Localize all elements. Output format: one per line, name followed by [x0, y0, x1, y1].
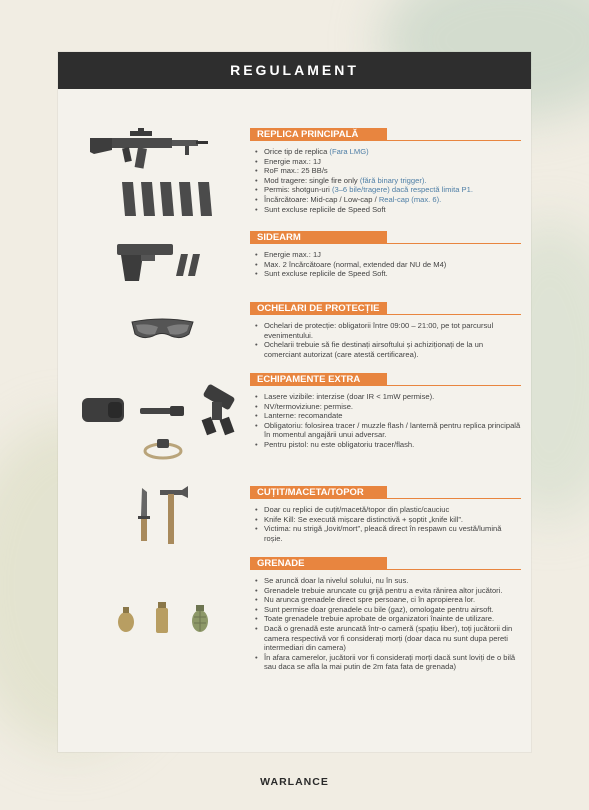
list-item: • Sunt excluse replicile de Speed Soft	[264, 205, 521, 215]
list-item: • Lanterne: recomandate	[264, 411, 521, 421]
rifle-icon	[90, 128, 210, 173]
grenade-round-icon	[117, 605, 135, 633]
goggles-icon	[130, 318, 195, 342]
rules-list	[250, 321, 521, 359]
list-item: • Sunt excluse replicile de Speed Soft.	[264, 269, 521, 279]
list-item: • Dacă o grenadă este aruncată într-o cameră (spațiu liber), toți jucătorii din camera respectivă vor fi considerați morți (doar daca nu sunt dupa pereti intermediari din camera)	[264, 624, 521, 653]
section-replica-principala	[250, 128, 521, 214]
section-header: GRENADE	[250, 557, 387, 570]
list-item: • Energie max.: 1J	[264, 157, 521, 167]
section-echipamente-extra	[250, 373, 521, 450]
list-item: • Victima: nu strigă „lovit/mort”, pleacă direct în respawn cu vestă/lumină roșie.	[264, 524, 521, 543]
list-item: • Doar cu replici de cuțit/macetă/topor din plastic/cauciuc	[264, 505, 521, 515]
section-header: REPLICA PRINCIPALĂ	[250, 128, 387, 141]
list-item: • Se aruncă doar la nivelul solului, nu în sus.	[264, 576, 521, 586]
night-vision-mount-icon	[200, 388, 240, 436]
list-item: • Sunt permise doar grenadele cu bile (gaz), omologate pentru airsoft.	[264, 605, 521, 615]
section-header: OCHELARI DE PROTECȚIE	[250, 302, 387, 315]
section-cutit	[250, 486, 521, 543]
list-item: • În afara camerelor, jucătorii vor fi considerați morți dacă sunt loviți de o bilă sau daca se afla la mai putin de 2m fata fata de grenada)	[264, 653, 521, 672]
page-title: REGULAMENT	[58, 52, 531, 89]
list-item: • Obligatoriu: folosirea tracer / muzzle flash / lanternă pentru replica principală în momentul angajării unui adversar.	[264, 421, 521, 440]
magazines-icon	[120, 180, 220, 218]
pistol-icon	[115, 242, 215, 282]
rules-list	[250, 392, 521, 450]
list-item: • RoF max.: 25 BB/s	[264, 166, 521, 176]
rules-list	[250, 250, 521, 279]
axe-icon	[158, 486, 190, 546]
list-item: • Ochelarii trebuie să fie destinați airsoftului și achiziționați de la un comerciant autorizat (care atestă certificarea).	[264, 340, 521, 359]
list-item: • Toate grenadele trebuie aprobate de organizatori înainte de utilizare.	[264, 614, 521, 624]
section-sidearm	[250, 231, 521, 279]
grenade-frag-icon	[190, 603, 210, 633]
list-item: • Permis: shotgun-uri (3–6 bile/tragere) dacă respectă limita P1.	[264, 185, 521, 195]
section-ochelari	[250, 302, 521, 359]
list-item: • Mod tragere: single fire only (fără binary trigger).	[264, 176, 521, 186]
headlamp-icon	[143, 438, 183, 460]
section-header: SIDEARM	[250, 231, 387, 244]
list-item: • Max. 2 încărcătoare (normal, extended dar NU de M4)	[264, 260, 521, 270]
flashlight-icon	[140, 405, 185, 417]
list-item: • Lasere vizibile: interzise (doar IR < 1mW permise).	[264, 392, 521, 402]
list-item: • Nu arunca grenadele direct spre persoane, ci în apropierea lor.	[264, 595, 521, 605]
grenade-cylinder-icon	[154, 602, 170, 634]
list-item: • Knife Kill: Se execută mișcare distinctivă + șoptit „knife kill”.	[264, 515, 521, 525]
knife-icon	[138, 488, 150, 543]
section-header: ECHIPAMENTE EXTRA	[250, 373, 387, 386]
list-item: • NV/termoviziune: permise.	[264, 402, 521, 412]
footer-brand: WARLANCE	[260, 776, 329, 788]
list-item: • Ochelari de protecție: obligatorii între 09:00 – 21:00, pe tot parcursul evenimentului.	[264, 321, 521, 340]
list-item: • Energie max.: 1J	[264, 250, 521, 260]
rules-list	[250, 147, 521, 214]
list-item: • Orice tip de replica (Fara LMG)	[264, 147, 521, 157]
list-item: • Încărcătoare: Mid-cap / Low-cap / Real-cap (max. 6).	[264, 195, 521, 205]
night-vision-case-icon	[80, 396, 128, 426]
rules-list	[250, 576, 521, 672]
rules-list	[250, 505, 521, 543]
list-item: • Pentru pistol: nu este obligatoriu tracer/flash.	[264, 440, 521, 450]
section-grenade	[250, 557, 521, 672]
section-header: CUȚIT/MACETA/TOPOR	[250, 486, 387, 499]
list-item: • Grenadele trebuie aruncate cu grijă pentru a evita rănirea altor jucători.	[264, 586, 521, 596]
